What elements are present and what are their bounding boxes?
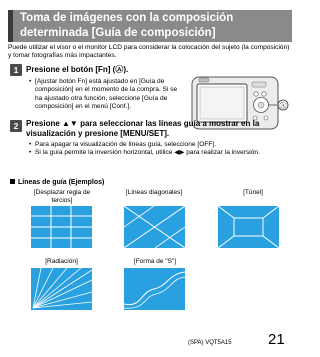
step-2-title-line-1: Presione ▲▼ para seleccionar las líneas guía a mostrar en la: [26, 119, 260, 128]
guide-tunnel-thumbnail: [218, 206, 279, 248]
step-2-title-line-2: visualización y presione [MENU/SET].: [26, 129, 170, 138]
guide-diagonal-thumbnail: [124, 206, 185, 248]
step-1-number: 1: [10, 64, 22, 76]
intro-paragraph: Puede utilizar el visor o el monitor LCD para considerar la colocación del sujeto (la composición) y tomar fotografías más impactantes.: [8, 44, 290, 60]
guide-label-thirds-line2: tercios]: [51, 196, 73, 204]
guide-radiation-thumbnail: [31, 268, 92, 310]
callout-a-label: Ⓐ: [279, 103, 287, 110]
step-2-number: 2: [10, 120, 22, 132]
page-number: 21: [268, 331, 285, 348]
guide-s-shape-thumbnail: [124, 268, 185, 310]
guide-label-thirds-line1: [Desplazar regla de: [33, 189, 91, 196]
guide-label-thirds: [27, 189, 97, 204]
step-2-title: [26, 119, 296, 139]
page-title: [8, 10, 292, 42]
step-1-bullet: • [Ajustar botón Fn] está ajustado en [Guía de composición] en el momento de la compra. Si se ha ajustado otra función, seleccione [Guía de composición] en el menú [Conf.].: [28, 78, 180, 111]
manual-reference: (SPA) VQT5A15: [188, 340, 232, 346]
title-line-1: Toma de imágenes con la composición: [20, 12, 234, 24]
step-2-bullet-1: • Para apagar la visualización de líneas guía, seleccione [OFF].: [28, 141, 290, 149]
guide-label-tunnel: [Túnel]: [243, 189, 263, 196]
step-2-bullets: [28, 141, 290, 158]
guide-label-radiation: [Radiación]: [45, 258, 78, 265]
guide-label-s-shape: [Forma de "S"]: [133, 258, 177, 265]
step-1-bullets: [28, 78, 180, 111]
guide-label-diagonal: [Líneas diagonales]: [125, 189, 183, 196]
guides-section-title: [10, 179, 104, 186]
guides-section-title-text: Líneas de guía (Ejemplos): [18, 179, 105, 186]
title-line-2: determinada [Guía de composición]: [20, 27, 216, 39]
guide-thirds-thumbnail: [31, 206, 92, 248]
step-1-title: Presione el botón [Fn] (Ⓐ).: [26, 65, 129, 74]
step-2-bullet-2: • Si la guía permite la inversión horizontal, utilice ◀▶ para realizar la inversión.: [28, 149, 290, 157]
